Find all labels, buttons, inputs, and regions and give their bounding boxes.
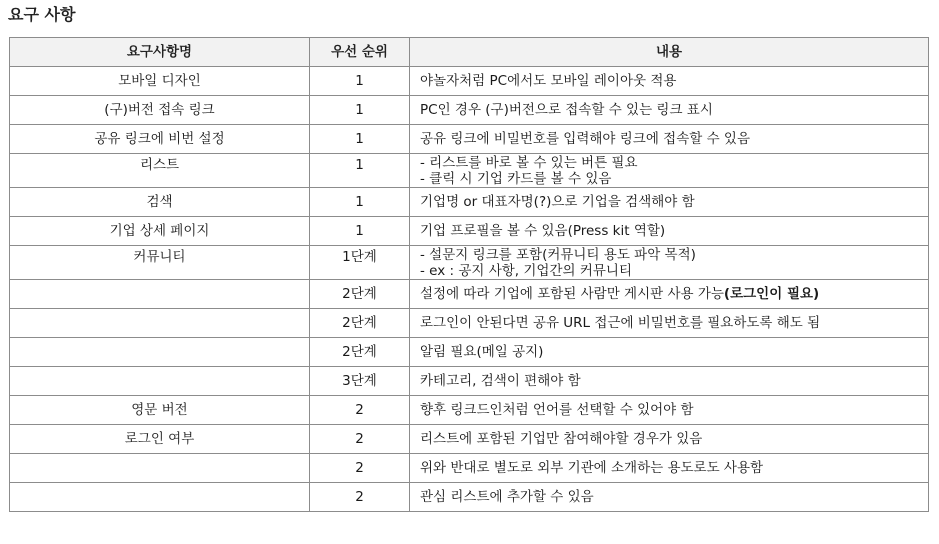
table-row <box>10 246 929 280</box>
table-row <box>10 96 929 125</box>
priority-cell: 1 <box>310 67 410 96</box>
content-cell <box>410 280 929 309</box>
priority-cell: 1 <box>310 154 410 188</box>
content-line: 관심 리스트에 추가할 수 있음 <box>420 489 594 505</box>
requirement-name-cell: 커뮤니티 <box>10 246 310 280</box>
priority-cell: 2 <box>310 454 410 483</box>
priority-cell: 3단계 <box>310 367 410 396</box>
content-line: - 리스트를 바로 볼 수 있는 버튼 필요 <box>420 154 638 171</box>
content-line: 향후 링크드인처럼 언어를 선택할 수 있어야 함 <box>420 402 694 418</box>
table-row <box>10 483 929 512</box>
page-title: 요구 사항 <box>8 5 76 24</box>
content-line: - ex : 공지 사항, 기업간의 커뮤니티 <box>420 262 633 279</box>
content-line: - 설문지 링크를 포함(커뮤니티 용도 파악 목적) <box>420 246 696 263</box>
requirement-name-cell <box>10 338 310 367</box>
requirement-name-cell <box>10 367 310 396</box>
table-row <box>10 425 929 454</box>
table-row <box>10 309 929 338</box>
table-row <box>10 154 929 188</box>
content-cell <box>410 154 929 188</box>
column-header-name: 요구사항명 <box>10 38 310 67</box>
table-row <box>10 454 929 483</box>
priority-cell: 1단계 <box>310 246 410 280</box>
requirement-name-cell: 영문 버전 <box>10 396 310 425</box>
requirement-name-cell: 로그인 여부 <box>10 425 310 454</box>
priority-cell: 1 <box>310 217 410 246</box>
table-header-row <box>10 38 929 67</box>
content-line: 야놀자처럼 PC에서도 모바일 레이아웃 적용 <box>420 73 677 89</box>
content-line: 위와 반대로 별도로 외부 기관에 소개하는 용도로도 사용함 <box>420 460 764 476</box>
content-cell <box>410 483 929 512</box>
content-line: 설정에 따라 기업에 포함된 사람만 게시판 사용 가능 <box>420 286 724 302</box>
content-line: 기업명 or 대표자명(?)으로 기업을 검색해야 함 <box>420 194 695 210</box>
table-row <box>10 188 929 217</box>
column-header-content: 내용 <box>410 38 929 67</box>
content-line: 공유 링크에 비밀번호를 입력해야 링크에 접속할 수 있음 <box>420 131 750 147</box>
priority-cell: 2단계 <box>310 309 410 338</box>
content-cell <box>410 125 929 154</box>
requirement-name-cell: 공유 링크에 비번 설정 <box>10 125 310 154</box>
requirement-name-cell <box>10 454 310 483</box>
table-row <box>10 396 929 425</box>
table-row <box>10 67 929 96</box>
content-cell <box>410 425 929 454</box>
content-cell <box>410 96 929 125</box>
requirement-name-cell: (구)버전 접속 링크 <box>10 96 310 125</box>
requirement-name-cell: 검색 <box>10 188 310 217</box>
column-header-priority: 우선 순위 <box>310 38 410 67</box>
table-row <box>10 125 929 154</box>
content-cell <box>410 309 929 338</box>
content-cell <box>410 217 929 246</box>
content-bold-note: (로그인이 필요) <box>723 286 820 302</box>
requirement-name-cell: 리스트 <box>10 154 310 188</box>
content-cell <box>410 367 929 396</box>
table-row <box>10 217 929 246</box>
priority-cell: 2단계 <box>310 280 410 309</box>
table-row <box>10 367 929 396</box>
content-cell <box>410 454 929 483</box>
content-line: 카테고리, 검색이 편해야 함 <box>420 373 581 389</box>
content-cell <box>410 188 929 217</box>
table-row <box>10 338 929 367</box>
table-row <box>10 280 929 309</box>
priority-cell: 1 <box>310 188 410 217</box>
priority-cell: 2 <box>310 425 410 454</box>
priority-cell: 1 <box>310 96 410 125</box>
content-line: 알림 필요(메일 공지) <box>420 344 544 360</box>
content-cell <box>410 67 929 96</box>
requirement-name-cell <box>10 280 310 309</box>
requirement-name-cell: 모바일 디자인 <box>10 67 310 96</box>
content-cell <box>410 246 929 280</box>
priority-cell: 2단계 <box>310 338 410 367</box>
content-line: - 클릭 시 기업 카드를 볼 수 있음 <box>420 170 612 187</box>
requirements-table <box>9 37 929 512</box>
priority-cell: 1 <box>310 125 410 154</box>
content-line: 기업 프로필을 볼 수 있음(Press kit 역할) <box>420 223 666 239</box>
requirement-name-cell <box>10 309 310 338</box>
requirement-name-cell <box>10 483 310 512</box>
priority-cell: 2 <box>310 483 410 512</box>
content-line: PC인 경우 (구)버전으로 접속할 수 있는 링크 표시 <box>420 102 713 118</box>
content-line: 리스트에 포함된 기업만 참여해야할 경우가 있음 <box>420 431 703 447</box>
content-cell <box>410 338 929 367</box>
requirement-name-cell: 기업 상세 페이지 <box>10 217 310 246</box>
priority-cell: 2 <box>310 396 410 425</box>
content-line: 로그인이 안된다면 공유 URL 접근에 비밀번호를 필요하도록 해도 됨 <box>420 315 821 331</box>
content-cell <box>410 396 929 425</box>
